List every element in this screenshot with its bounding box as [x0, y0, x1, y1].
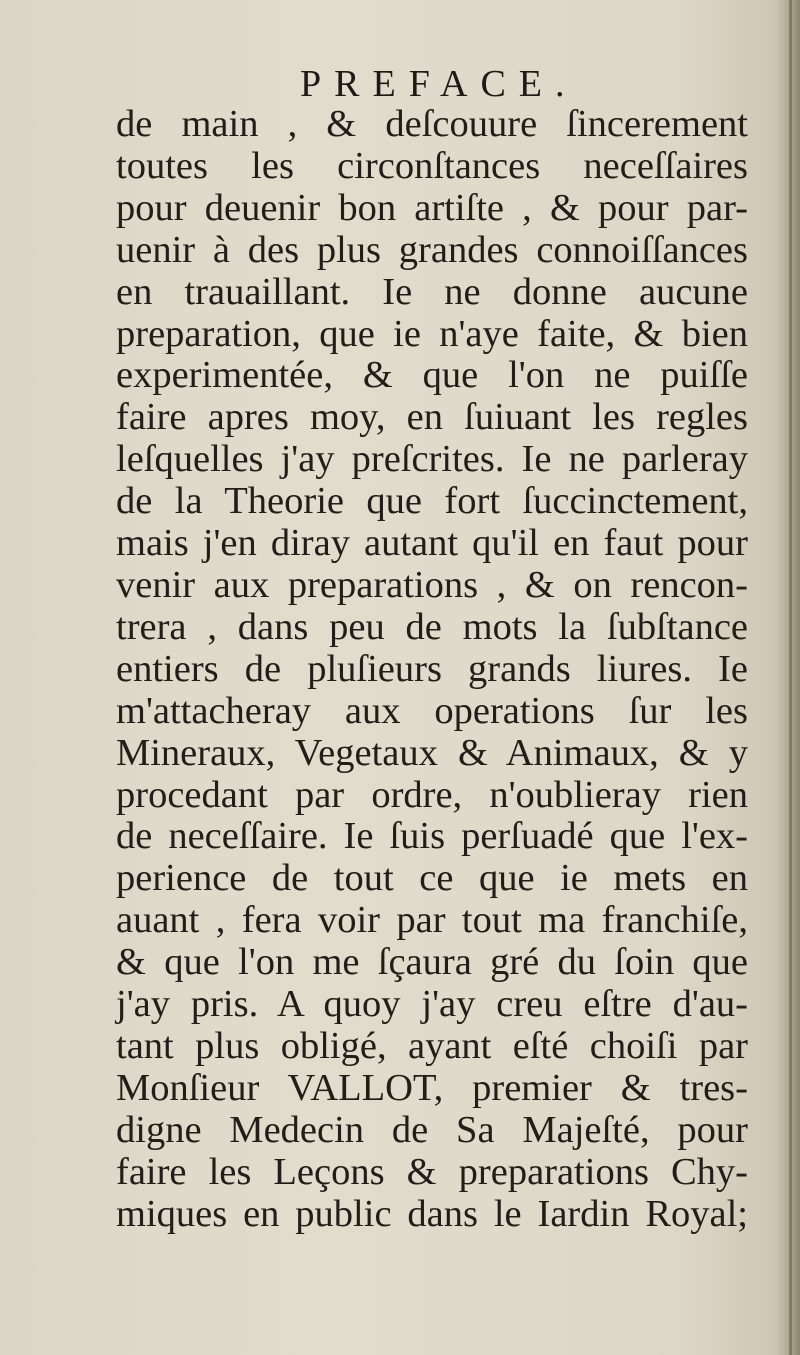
body-text — [116, 104, 748, 1235]
text-line: miques en public dans le Iardin Royal; — [116, 1192, 748, 1235]
text-line: de main , & deſcouure ſincerement — [116, 103, 748, 145]
text-line: venir aux preparations , & on rencon- — [116, 563, 748, 606]
text-line: faire les Leçons & preparations Chy- — [116, 1150, 748, 1193]
text-line: Monſieur VALLOT, premier & tres- — [116, 1066, 748, 1109]
text-line: de neceſſaire. Ie ſuis perſuadé que l'ex- — [116, 815, 748, 858]
text-line: experimentée, & que l'on ne puiſſe — [116, 354, 748, 397]
text-line: toutes les circonſtances neceſſaires — [116, 144, 748, 187]
binding-edge — [789, 0, 792, 1355]
text-line: & que l'on me ſçaura gré du ſoin que — [116, 941, 748, 984]
text-line: uenir à des plus grandes connoiſſances — [116, 228, 748, 271]
running-header: PREFACE. — [300, 63, 578, 105]
text-line: pour deuenir bon artiſte , & pour par- — [116, 186, 748, 229]
text-line: procedant par ordre, n'oublieray rien — [116, 773, 748, 816]
text-line: Mineraux, Vegetaux & Animaux, & y — [116, 731, 748, 774]
text-line: mais j'en diray autant qu'il en faut pour — [116, 522, 748, 565]
text-line: j'ay pris. A quoy j'ay creu eſtre d'au- — [116, 983, 748, 1026]
text-line: trera , dans peu de mots la ſubſtance — [116, 605, 748, 648]
text-line: m'attacheray aux operations ſur les — [116, 689, 748, 732]
text-line: perience de tout ce que ie mets en — [116, 857, 748, 900]
text-line: tant plus obligé, ayant eſté choiſi par — [116, 1024, 748, 1067]
text-line: leſquelles j'ay preſcrites. Ie ne parleray — [116, 438, 748, 481]
text-line: digne Medecin de Sa Majeſté, pour — [116, 1108, 748, 1151]
text-line: entiers de pluſieurs grands liures. Ie — [116, 647, 748, 690]
text-line: faire apres moy, en ſuiuant les regles — [116, 396, 748, 439]
text-line: auant , fera voir par tout ma franchiſe, — [116, 899, 748, 942]
text-line: en trauaillant. Ie ne donne aucune — [116, 270, 748, 313]
text-line: de la Theorie que fort ſuccinctement, — [116, 480, 748, 523]
text-line: preparation, que ie n'aye faite, & bien — [116, 312, 748, 355]
